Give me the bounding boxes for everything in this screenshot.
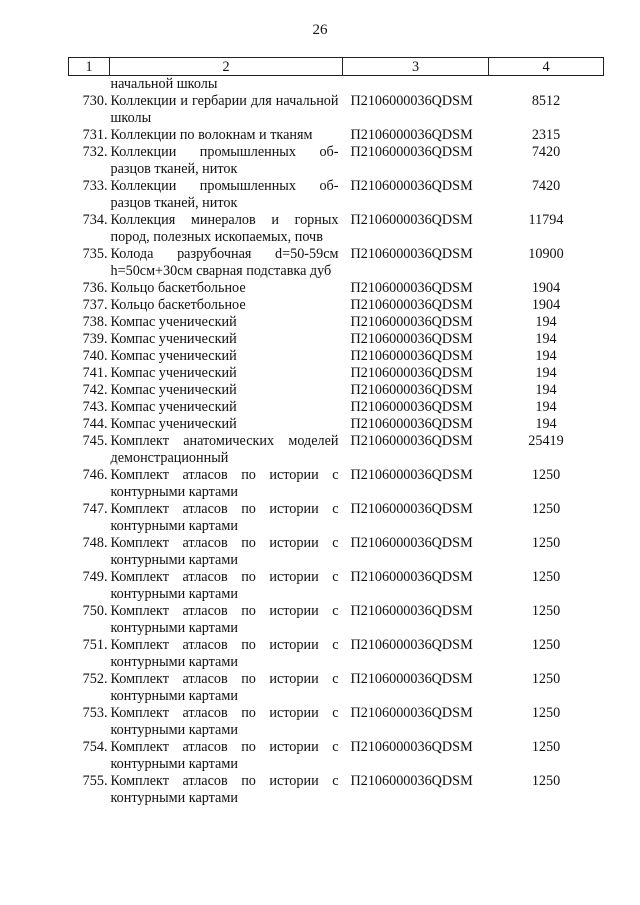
row-number — [69, 127, 110, 144]
table-row — [69, 246, 604, 280]
row-name: Компас ученический — [110, 348, 237, 364]
row-code: П2106000036QDSM — [350, 331, 473, 347]
row-name: Компас ученический — [110, 416, 237, 432]
row-quantity: 1250 — [531, 739, 561, 755]
row-number — [69, 535, 110, 569]
row-quantity: 1250 — [531, 671, 561, 687]
row-number — [69, 433, 110, 467]
row-number-text: 731. — [82, 127, 108, 143]
row-number — [69, 501, 110, 535]
inventory-sheet — [68, 57, 603, 807]
row-code: П2106000036QDSM — [350, 603, 473, 619]
row-quantity: 7420 — [531, 144, 561, 160]
table-row — [69, 212, 604, 246]
row-number-text: 743. — [82, 399, 108, 415]
row-number-text: 744. — [82, 416, 108, 432]
row-name: Кольцо баскетбольное — [110, 297, 246, 313]
row-number — [69, 144, 110, 178]
row-quantity: 194 — [535, 314, 557, 330]
row-quantity: 194 — [535, 382, 557, 398]
row-quantity: 1250 — [531, 535, 561, 551]
row-quantity: 25419 — [528, 433, 564, 449]
continuation-text: начальной школы — [110, 76, 218, 92]
row-number — [69, 637, 110, 671]
table-row — [69, 178, 604, 212]
header-row — [69, 58, 604, 76]
row-name: Коллекции промышленных об-разцов тканей, ниток — [110, 178, 339, 211]
table-row — [69, 93, 604, 127]
row-name: Комплект анатомических моделей демонстрационный — [110, 433, 339, 466]
row-name: Комплект атласов по истории с контурными картами — [110, 569, 339, 602]
row-code: П2106000036QDSM — [350, 637, 473, 653]
row-number-text: 733. — [82, 178, 108, 194]
row-number-text: 740. — [82, 348, 108, 364]
row-code: П2106000036QDSM — [350, 382, 473, 398]
row-number-text: 742. — [82, 382, 108, 398]
row-code: П2106000036QDSM — [350, 501, 473, 517]
row-number-text: 750. — [82, 603, 108, 619]
header-col-1: 1 — [69, 58, 110, 76]
continuation-num — [69, 76, 110, 94]
row-number-text: 741. — [82, 365, 108, 381]
table-row — [69, 416, 604, 433]
row-code: П2106000036QDSM — [350, 399, 473, 415]
row-number-text: 748. — [82, 535, 108, 551]
row-number-text: 730. — [82, 93, 108, 109]
table-row — [69, 348, 604, 365]
row-quantity: 7420 — [531, 178, 561, 194]
row-number-text: 746. — [82, 467, 108, 483]
table-row — [69, 637, 604, 671]
row-number-text: 734. — [82, 212, 108, 228]
row-code: П2106000036QDSM — [350, 416, 473, 432]
table-row — [69, 382, 604, 399]
row-code: П2106000036QDSM — [350, 280, 473, 296]
row-number — [69, 331, 110, 348]
row-name: Комплект атласов по истории с контурными картами — [110, 773, 339, 806]
row-quantity: 1250 — [531, 569, 561, 585]
row-quantity: 2315 — [531, 127, 561, 143]
row-code: П2106000036QDSM — [350, 297, 473, 313]
table-body — [69, 76, 604, 808]
table-row — [69, 127, 604, 144]
row-number — [69, 467, 110, 501]
row-quantity: 194 — [535, 416, 557, 432]
row-number — [69, 569, 110, 603]
row-name: Коллекции промышленных об-разцов тканей, ниток — [110, 144, 339, 177]
row-name: Комплект атласов по истории с контурными картами — [110, 535, 339, 568]
table-row — [69, 501, 604, 535]
row-quantity: 1250 — [531, 773, 561, 789]
row-name: Компас ученический — [110, 331, 237, 347]
row-number-text: 754. — [82, 739, 108, 755]
row-number-text: 752. — [82, 671, 108, 687]
row-name: Комплект атласов по истории с контурными картами — [110, 501, 339, 534]
row-number — [69, 416, 110, 433]
row-quantity: 194 — [535, 348, 557, 364]
row-name: Компас ученический — [110, 314, 237, 330]
row-code: П2106000036QDSM — [350, 773, 473, 789]
table-row — [69, 399, 604, 416]
row-number — [69, 314, 110, 331]
row-code: П2106000036QDSM — [350, 348, 473, 364]
header-col-4: 4 — [489, 58, 604, 76]
row-quantity: 1250 — [531, 501, 561, 517]
row-quantity: 11794 — [528, 212, 564, 228]
row-name: Комплект атласов по истории с контурными картами — [110, 671, 339, 704]
row-name: Колода разрубочная d=50-59см h=50см+30см сварная подставка дуб — [110, 246, 339, 279]
table-row — [69, 773, 604, 807]
inventory-table — [68, 57, 604, 807]
table-row — [69, 705, 604, 739]
row-number — [69, 178, 110, 212]
row-number — [69, 246, 110, 280]
row-name: Компас ученический — [110, 399, 237, 415]
row-name: Комплект атласов по истории с контурными картами — [110, 637, 339, 670]
row-quantity: 1250 — [531, 603, 561, 619]
row-quantity: 10900 — [528, 246, 564, 262]
table-row — [69, 433, 604, 467]
row-number — [69, 212, 110, 246]
row-code: П2106000036QDSM — [350, 314, 473, 330]
row-number — [69, 382, 110, 399]
continuation-row — [69, 76, 604, 94]
row-name: Комплект атласов по истории с контурными картами — [110, 739, 339, 772]
table-row — [69, 314, 604, 331]
row-number-text: 745. — [82, 433, 108, 449]
row-number-text: 753. — [82, 705, 108, 721]
row-code: П2106000036QDSM — [350, 671, 473, 687]
row-code: П2106000036QDSM — [350, 365, 473, 381]
table-row — [69, 297, 604, 314]
row-quantity: 194 — [535, 365, 557, 381]
row-number-text: 738. — [82, 314, 108, 330]
row-quantity: 1250 — [531, 467, 561, 483]
row-number-text: 737. — [82, 297, 108, 313]
table-row — [69, 280, 604, 297]
row-name: Кольцо баскетбольное — [110, 280, 246, 296]
row-number — [69, 297, 110, 314]
row-code: П2106000036QDSM — [350, 705, 473, 721]
row-name: Коллекции и гербарии для начальной школы — [110, 93, 339, 126]
row-name: Комплект атласов по истории с контурными картами — [110, 467, 339, 500]
row-name: Компас ученический — [110, 365, 237, 381]
row-quantity: 8512 — [531, 93, 561, 109]
row-code: П2106000036QDSM — [350, 246, 473, 262]
row-quantity: 1904 — [531, 297, 561, 313]
row-code: П2106000036QDSM — [350, 144, 473, 160]
row-quantity: 1250 — [531, 637, 561, 653]
row-number — [69, 280, 110, 297]
row-code: П2106000036QDSM — [350, 739, 473, 755]
row-number — [69, 93, 110, 127]
table-row — [69, 331, 604, 348]
table-row — [69, 467, 604, 501]
row-name: Коллекция минералов и горных пород, полезных ископаемых, почв — [110, 212, 339, 245]
row-code: П2106000036QDSM — [350, 127, 473, 143]
row-number — [69, 399, 110, 416]
table-row — [69, 569, 604, 603]
row-name: Компас ученический — [110, 382, 237, 398]
row-code: П2106000036QDSM — [350, 93, 473, 109]
row-number — [69, 671, 110, 705]
row-number — [69, 705, 110, 739]
row-number — [69, 773, 110, 807]
row-code: П2106000036QDSM — [350, 467, 473, 483]
table-row — [69, 535, 604, 569]
row-number — [69, 603, 110, 637]
row-number-text: 732. — [82, 144, 108, 160]
table-row — [69, 739, 604, 773]
row-number-text: 751. — [82, 637, 108, 653]
row-number-text: 739. — [82, 331, 108, 347]
row-number — [69, 365, 110, 382]
row-name: Коллекции по волокнам и тканям — [110, 127, 313, 143]
page-number: 26 — [312, 22, 328, 38]
row-code: П2106000036QDSM — [350, 433, 473, 449]
row-number-text: 747. — [82, 501, 108, 517]
header-col-3: 3 — [343, 58, 489, 76]
table-header — [69, 58, 604, 76]
table-row — [69, 144, 604, 178]
row-quantity: 194 — [535, 331, 557, 347]
row-code: П2106000036QDSM — [350, 178, 473, 194]
row-code: П2106000036QDSM — [350, 535, 473, 551]
row-number-text: 736. — [82, 280, 108, 296]
row-name: Комплект атласов по истории с контурными картами — [110, 603, 339, 636]
row-number-text: 735. — [82, 246, 108, 262]
row-quantity: 194 — [535, 399, 557, 415]
row-number-text: 755. — [82, 773, 108, 789]
table-row — [69, 671, 604, 705]
table-row — [69, 365, 604, 382]
row-number-text: 749. — [82, 569, 108, 585]
row-name: Комплект атласов по истории с контурными картами — [110, 705, 339, 738]
row-number — [69, 739, 110, 773]
row-code: П2106000036QDSM — [350, 212, 473, 228]
row-quantity: 1904 — [531, 280, 561, 296]
row-quantity: 1250 — [531, 705, 561, 721]
row-code: П2106000036QDSM — [350, 569, 473, 585]
row-number — [69, 348, 110, 365]
header-col-2: 2 — [110, 58, 343, 76]
table-row — [69, 603, 604, 637]
